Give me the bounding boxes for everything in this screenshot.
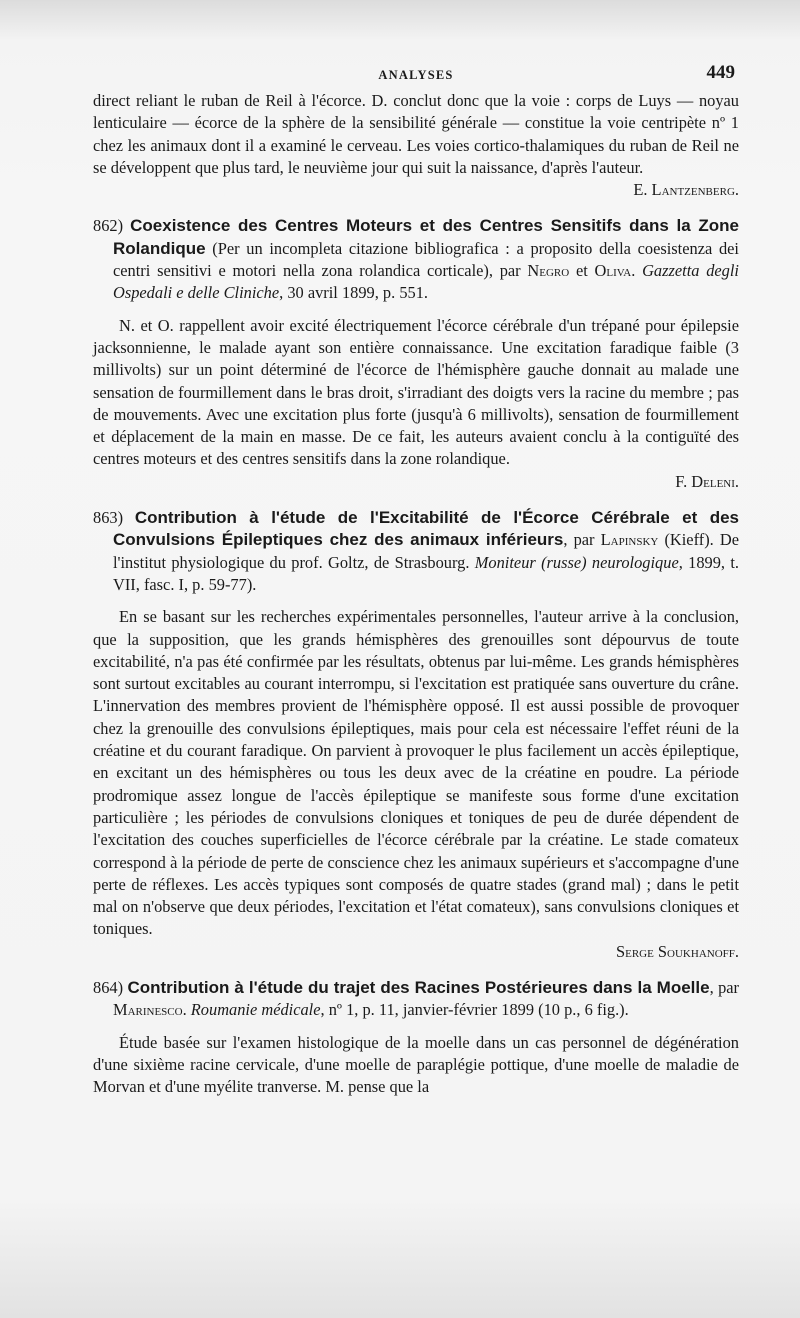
entry-number: 862) bbox=[93, 216, 124, 236]
entry-body: Étude basée sur l'examen histologique de la moelle dans un cas personnel de dégénération d'une sixième racine cervicale, d'une moelle de paraplégie pottique, d'une moelle de maladie de Morvan et d'une myélite tranverse. M. pense que la bbox=[93, 1032, 739, 1097]
entry-body: N. et O. rappellent avoir excité électriquement l'écorce cérébrale d'un trépané pour épilepsie jacksonnienne, le malade ayant son entière connaissance. Une excitation faradique faible (3 millivolts) sur un point déterminé de l'écorce de l'hémisphère gauche donnait au malade une sensation de fourmillement dans le bras droit, s'irradiant des doigts vers la racine du membre ; pas de mouvements. Avec une excitation plus forte (jusqu'à 6 millivolts), sensation de fourmillement et déplacement de la main en masse. De ce fait, les auteurs avaient conclu à la contiguïté des centres moteurs et des centres sensitifs dans la zone rolandique. bbox=[93, 315, 739, 469]
entry-reference: , 1899, t. VII, fasc. I, p. 59-77). bbox=[113, 552, 740, 594]
entry-reference: . bbox=[182, 1000, 191, 1020]
entry-signature: Serge Soukhanoff. bbox=[616, 941, 739, 961]
entry-title: Contribution à l'étude de l'Excitabilité de l'Écorce Cérébrale et des Convulsions Épileptiques chez des animaux inférieurs bbox=[113, 508, 739, 550]
entry-reference: . bbox=[631, 261, 643, 281]
entry-author: Lapinsky bbox=[600, 530, 659, 550]
entry-number: 864) bbox=[93, 977, 124, 997]
entry-title: Coexistence des Centres Moteurs et des Centres Sensitifs dans la Zone Rolandique bbox=[113, 216, 739, 258]
entry-reference: (Per un incompleta citazione bibliografica : a proposito della coesistenza dei centri sensitivi e motori nella zona rolandica corticale), par bbox=[113, 238, 739, 281]
page-number: 449 bbox=[706, 62, 735, 83]
entry-reference: , 30 avril 1899, p. 551. bbox=[279, 283, 429, 303]
intro-section bbox=[93, 90, 739, 201]
entry-reference: , nº 1, p. 11, janvier-février 1899 (10 p., 6 fig.). bbox=[320, 1000, 629, 1020]
entry-author: Oliva bbox=[594, 261, 632, 281]
entry-body: En se basant sur les recherches expérimentales personnelles, l'auteur arrive à la conclusion, que la supposition, que les grands hémisphères des grenouilles sont dépourvus de toute excitabilité, n'a pas été confirmée par les résultats, obtenus par lui-même. Les grands hémisphères sont surtout excitables au courant interrompu, si l'excitation est pratiquée sans ouverture du crâne. L'innervation des membres provient de l'hémisphère opposé. Il est aussi possible de provoquer chez la grenouille des convulsions épileptiques, mais pour cela est nécessaire l'effet réuni de la créatine et du courant faradique. On parvient à provoquer le plus facilement un accès épileptique, en excitant un des hémisphères ou tous les deux avec de la créatine en poudre. La période prodromique assez longue de l'accès épileptique se manifeste sous forme d'une excitation particulière ; les périodes de convulsions cloniques et toniques de peu de durée dépendent de l'excitation des couches superficielles de l'écorce cérébrale par la créatine. Le stade comateux correspond à la période de perte de conscience chez les animaux supérieurs et s'accompagne d'une perte de réflexes. Les accès typiques sont composés de quatre stades (grand mal) ; dans le petit mal on n'observe que deux périodes, l'excitation et l'état comateux), sans convulsions cloniques et toniques. bbox=[93, 607, 739, 939]
entry-862 bbox=[93, 215, 739, 493]
page-header bbox=[93, 60, 739, 90]
entry-heading bbox=[93, 977, 739, 1022]
entry-heading bbox=[93, 215, 739, 304]
document-page bbox=[93, 60, 739, 1098]
intro-paragraph: direct reliant le ruban de Reil à l'écorce. D. conclut donc que la voie : corps de Luys — noyau lenticulaire — écorce de la sphère de la sensibilité générale — constitue la voie centripète nº 1 chez les animaux dont il a examiné le cerveau. Les voies cortico-thalamiques du ruban de Reil ne se développent que plus tard, le neuvième jour qui suit la naissance, d'après l'auteur. bbox=[93, 91, 739, 177]
entry-journal: Moniteur (russe) neurologique bbox=[474, 552, 679, 572]
entry-reference: (Kieff). De l'institut physiologique du prof. Goltz, de Strasbourg. bbox=[113, 530, 739, 572]
entry-signature: F. Deleni. bbox=[675, 471, 739, 491]
running-head: ANALYSES bbox=[378, 68, 454, 82]
entry-reference: , par bbox=[563, 530, 601, 550]
entry-864 bbox=[93, 977, 739, 1098]
entry-heading bbox=[93, 507, 739, 596]
intro-signature: E. Lantzenberg. bbox=[633, 180, 739, 200]
entry-journal: Gazzetta degli Ospedali e delle Cliniche bbox=[113, 261, 739, 303]
entry-reference: et bbox=[569, 261, 595, 281]
entry-journal: Roumanie médicale bbox=[190, 1000, 321, 1020]
entry-title: Contribution à l'étude du trajet des Racines Postérieures dans la Moelle bbox=[127, 977, 710, 997]
entry-number: 863) bbox=[93, 508, 124, 528]
entry-author: Negro bbox=[527, 261, 570, 281]
entry-reference: , par bbox=[709, 977, 739, 997]
entry-863 bbox=[93, 507, 739, 963]
entry-author: Marinesco bbox=[113, 1000, 183, 1020]
